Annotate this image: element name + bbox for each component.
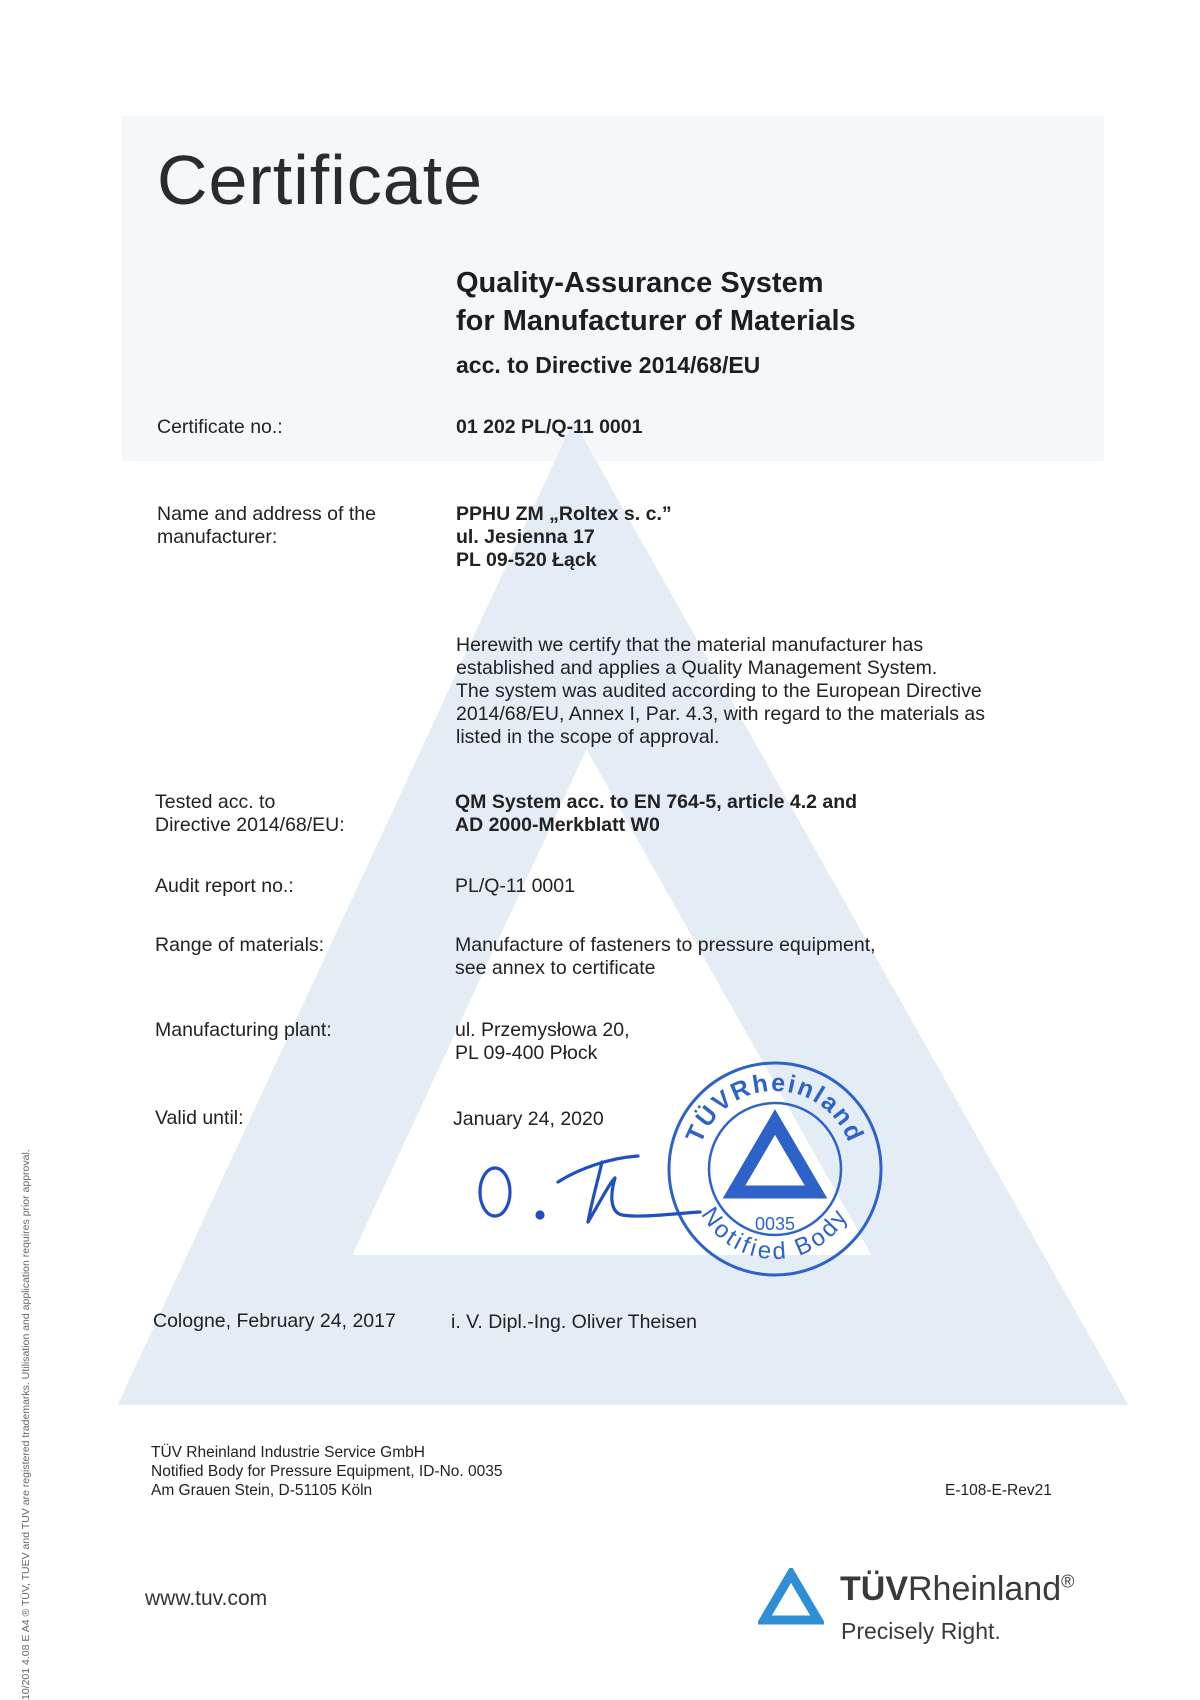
heading-directive: acc. to Directive 2014/68/EU [456, 352, 761, 378]
statement-line: The system was audited according to the European Directive [456, 680, 982, 702]
tested-label-1: Tested acc. to [155, 791, 276, 813]
tested-label-2: Directive 2014/68/EU: [155, 814, 345, 836]
statement-line: 2014/68/EU, Annex I, Par. 4.3, with regard to the materials as [456, 703, 985, 725]
manufacturer-label-2: manufacturer: [157, 526, 278, 548]
manufacturer-city: PL 09-520 Łąck [456, 549, 597, 571]
svg-text:TÜVRheinland [680, 1069, 869, 1147]
range-label: Range of materials: [155, 934, 325, 956]
stamp-number: 0035 [754, 1214, 796, 1234]
stamp-top-text: TÜVRheinland [680, 1068, 870, 1147]
manufacturer-street: ul. Jesienna 17 [456, 526, 595, 548]
side-trademark-note: 10/201 4.08 E A4 ® TÜV, TUEV and TUV are registered trademarks. Utilisation and application requires prior approval. [20, 1149, 32, 1700]
brand-tagline: Precisely Right. [841, 1618, 1001, 1644]
website[interactable]: www.tuv.com [145, 1587, 268, 1610]
signer: i. V. Dipl.-Ing. Oliver Theisen [451, 1311, 698, 1333]
signature-image [470, 1140, 760, 1250]
valid-label: Valid until: [155, 1107, 244, 1129]
form-code: E-108-E-Rev21 [945, 1482, 1052, 1499]
statement-line: established and applies a Quality Management System. [456, 657, 938, 679]
cert-no-value: 01 202 PL/Q-11 0001 [456, 416, 643, 438]
statement-line: Herewith we certify that the material manufacturer has [456, 634, 924, 656]
place-date: Cologne, February 24, 2017 [153, 1310, 396, 1332]
registered-mark: ® [1061, 1571, 1075, 1592]
brand-name-bold: TÜV [840, 1570, 908, 1608]
tested-value-1: QM System acc. to EN 764-5, article 4.2 and [455, 791, 858, 813]
stamp-bottom-text: Notified Body [695, 1202, 855, 1266]
plant-value-2: PL 09-400 Płock [455, 1042, 598, 1064]
range-value-2: see annex to certificate [455, 957, 656, 979]
brand-name-rest: Rheinland [908, 1570, 1062, 1608]
manufacturer-label-1: Name and address of the [157, 503, 376, 525]
statement-line: listed in the scope of approval. [456, 726, 720, 748]
audit-value: PL/Q-11 0001 [455, 875, 575, 897]
range-value-1: Manufacture of fasteners to pressure equipment, [455, 934, 876, 956]
heading-line1: Quality-Assurance System [456, 267, 824, 299]
footer-company: TÜV Rheinland Industrie Service GmbH [151, 1444, 425, 1461]
plant-value-1: ul. Przemysłowa 20, [455, 1019, 630, 1041]
tuv-logo-icon [758, 1568, 824, 1626]
footer-address: Am Grauen Stein, D-51105 Köln [151, 1482, 373, 1499]
plant-label: Manufacturing plant: [155, 1019, 332, 1041]
tested-value-2: AD 2000-Merkblatt W0 [455, 814, 660, 836]
valid-value: January 24, 2020 [453, 1108, 604, 1130]
audit-label: Audit report no.: [155, 875, 294, 897]
brand-name [840, 1570, 1074, 1609]
cert-no-label: Certificate no.: [157, 416, 283, 438]
heading-line2: for Manufacturer of Materials [456, 305, 856, 337]
footer-notified-body: Notified Body for Pressure Equipment, ID-No. 0035 [151, 1463, 503, 1480]
manufacturer-name: PPHU ZM „Roltex s. c.” [456, 503, 672, 525]
page-title: Certificate [157, 141, 484, 219]
